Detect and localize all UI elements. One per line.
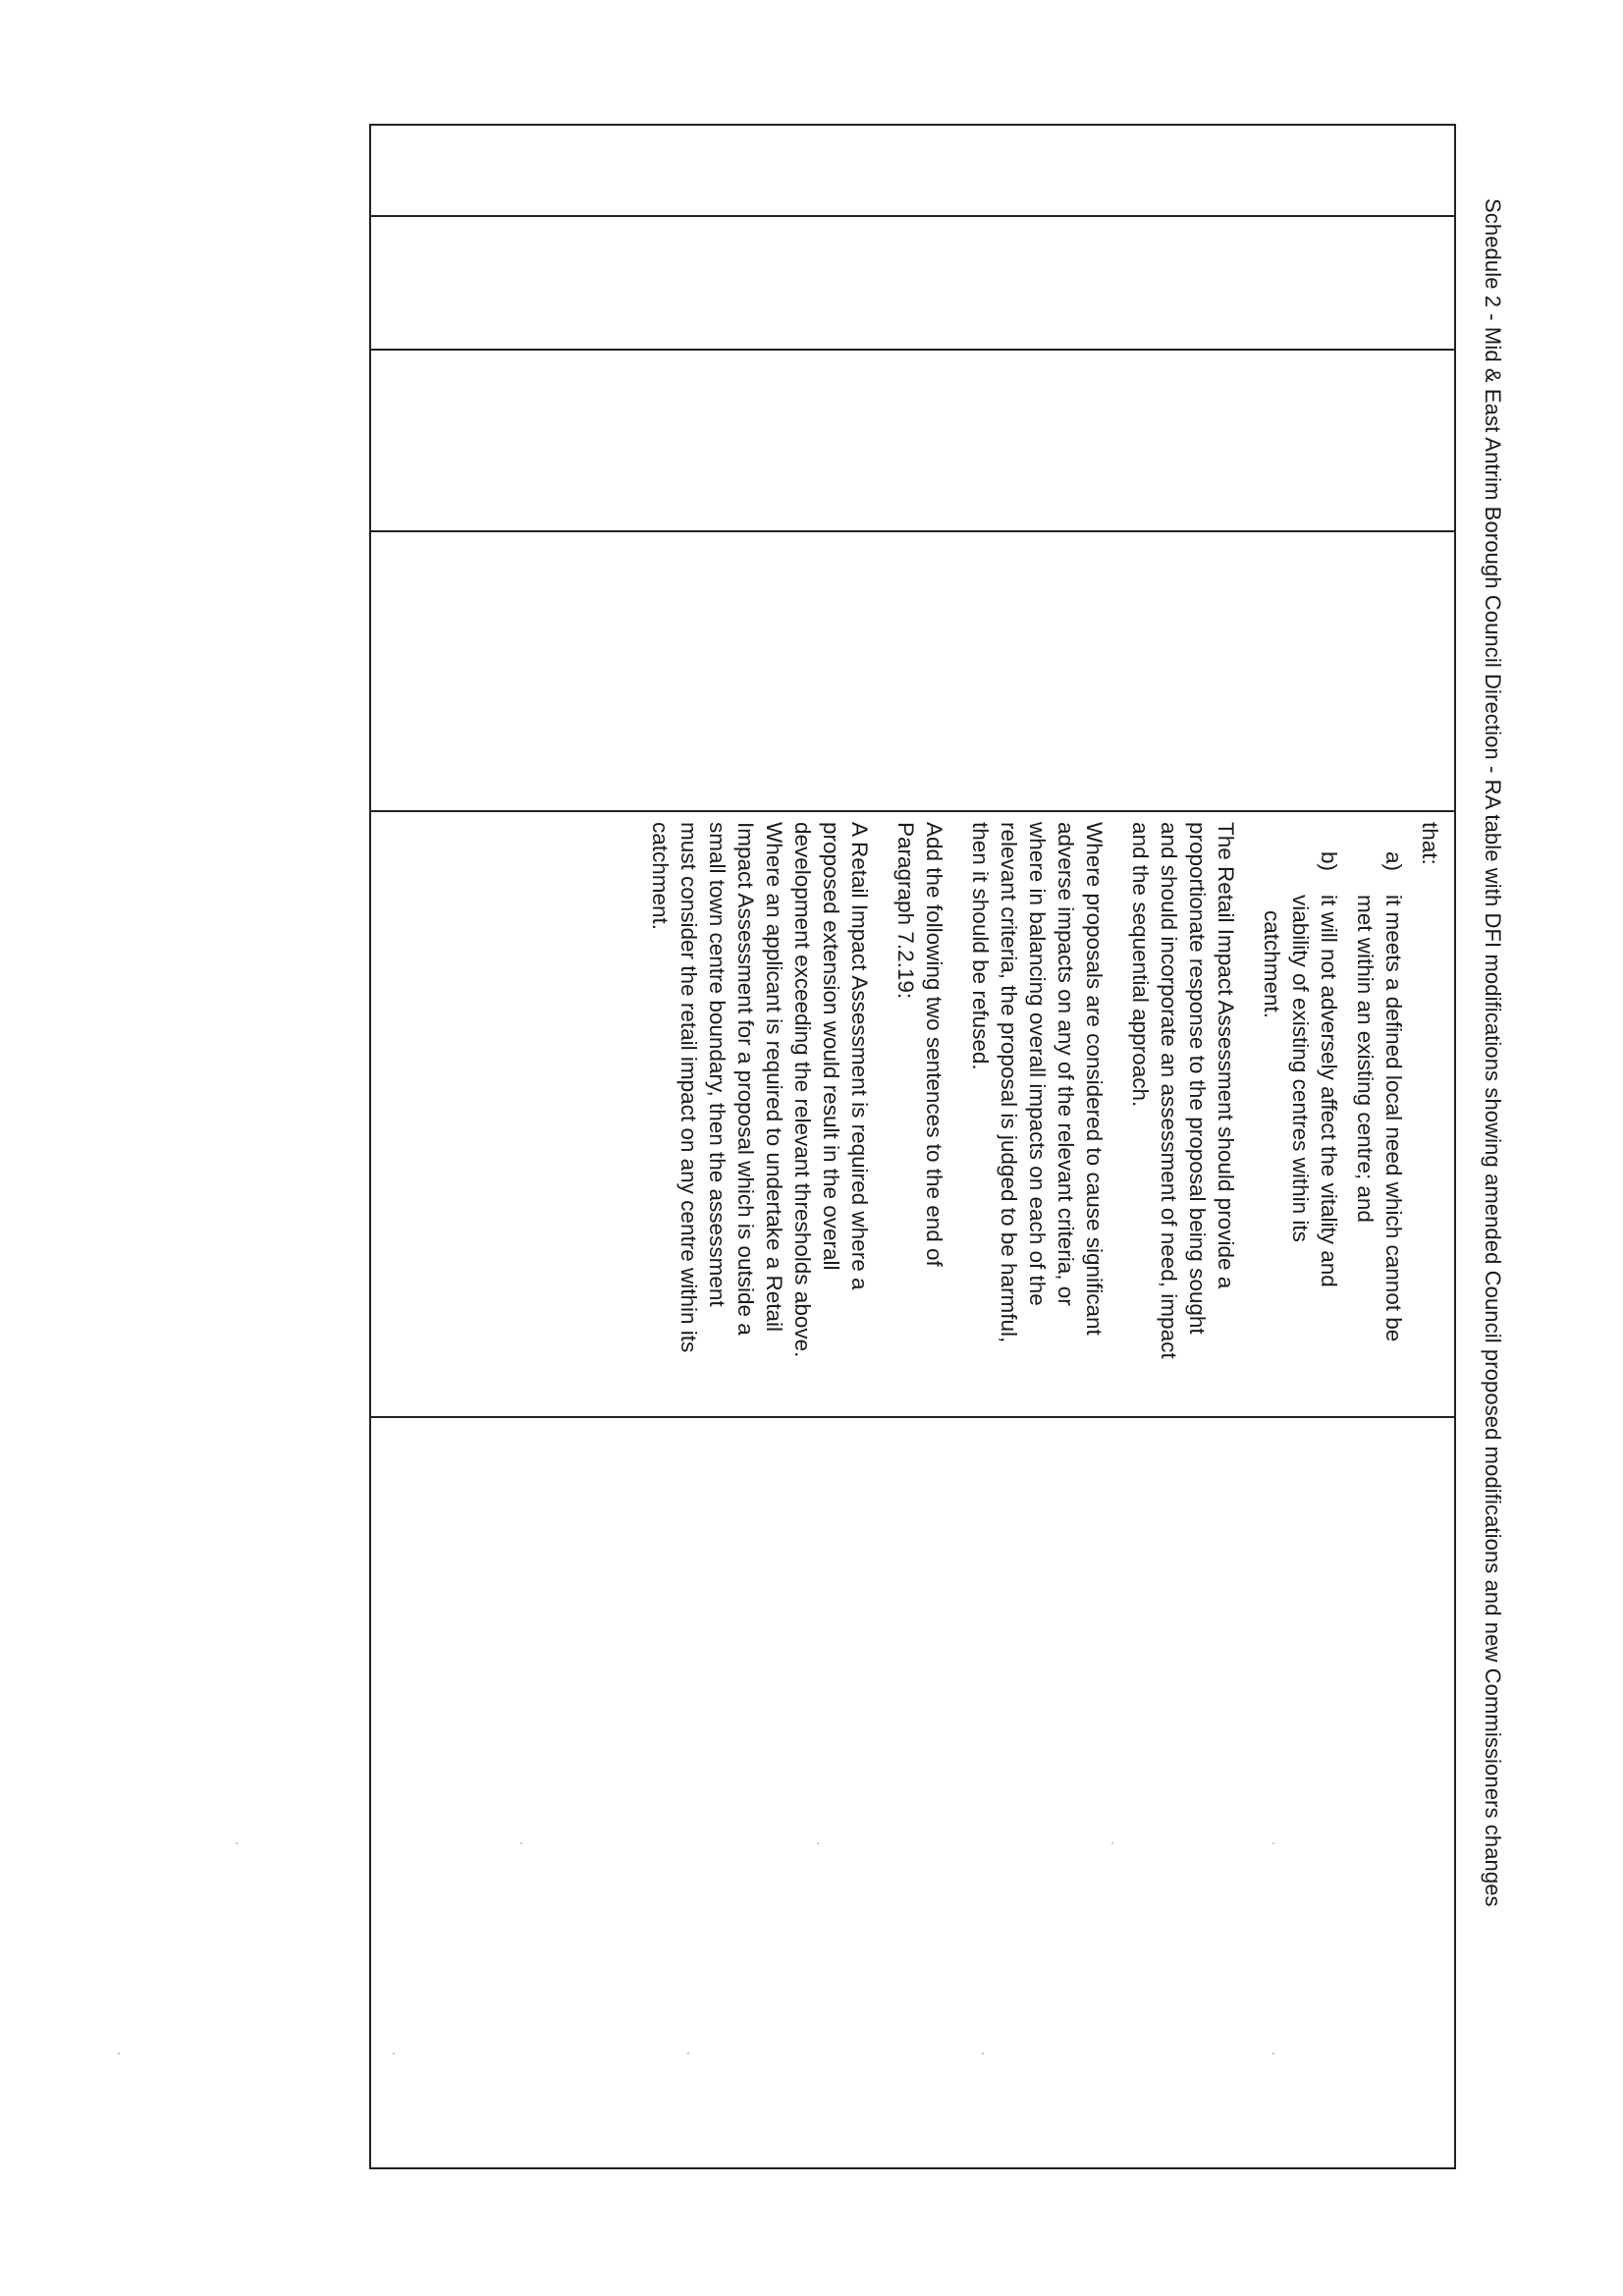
paragraph-line: then it should be refused.: [968, 822, 993, 1070]
scan-speck: [817, 1842, 819, 1844]
scan-speck: [520, 1842, 522, 1844]
scan-speck: [236, 1842, 238, 1844]
paragraph-line: where in balancing overall impacts on each of the: [1025, 822, 1050, 1306]
paragraph-line: Paragraph 7.2.19:: [893, 822, 918, 1000]
paragraph-line: The Retail Impact Assessment should provide a: [1214, 822, 1238, 1289]
paragraph-line: Where an applicant is required to undertake a Retail: [762, 822, 786, 1333]
scan-speck: [1111, 1842, 1113, 1844]
list-item-line: it meets a defined local need which cannot be: [1381, 895, 1406, 1342]
table-cell-empty: [371, 126, 1454, 215]
list-marker: b): [1317, 851, 1341, 872]
paragraph-significant-impacts: [966, 822, 1109, 1410]
paragraph-line: small town centre boundary, then the assessment: [705, 822, 730, 1307]
list-item: [1258, 822, 1343, 1410]
paragraph-line: relevant criteria, the proposal is judged to be harmful,: [997, 822, 1021, 1343]
paragraph-line: A Retail Impact Assessment is required where a: [847, 822, 872, 1290]
scan-speck: [982, 2052, 984, 2054]
scan-speck: [393, 2052, 395, 2054]
table-cell-empty: [371, 351, 1454, 530]
page-header: Schedule 2 - Mid & East Antrim Borough Council Direction - RA table with DFI modifications showing amended Council proposed modifications and new Commissioners changes: [1481, 198, 1505, 1907]
scan-speck: [687, 2052, 689, 2054]
paragraph-line: development exceeding the relevant thresholds above.: [790, 822, 815, 1358]
table-cell-modification-text: [646, 810, 1454, 1416]
paragraph-line: must consider the retail impact on any centre within its: [676, 822, 701, 1353]
paragraph-line: proposed extension would result in the overall: [819, 822, 843, 1271]
list-item-line: catchment.: [1260, 910, 1284, 1019]
table-cell-empty: [371, 532, 1454, 810]
paragraph-retail-impact-assessment: [1126, 822, 1240, 1410]
paragraph-line: catchment.: [648, 822, 673, 931]
intro-text: that:: [1418, 822, 1442, 865]
paragraph-line: and the sequential approach.: [1128, 822, 1153, 1108]
paragraph-line: proportionate response to the proposal being sought: [1185, 822, 1210, 1335]
table-cell-empty: [371, 1418, 1454, 2167]
list-item-line: viability of existing centres within its: [1288, 895, 1313, 1242]
scan-speck: [118, 2052, 120, 2054]
paragraph-line: Add the following two sentences to the end of: [922, 822, 947, 1267]
paragraph-line: Where proposals are considered to cause significant: [1082, 822, 1107, 1336]
list-item: [1351, 822, 1408, 1410]
list-item-line: met within an existing centre; and: [1353, 895, 1378, 1223]
modifications-table: [369, 124, 1456, 2169]
paragraph-line: adverse impacts on any of the relevant criteria, or: [1054, 822, 1078, 1306]
paragraph-line: Impact Assessment for a proposal which is outside a: [733, 822, 758, 1336]
paragraph-add-sentences: [892, 822, 948, 1410]
list-marker: a): [1381, 851, 1406, 872]
table-cell-empty: [371, 217, 1454, 349]
paragraph-line: and should incorporate an assessment of need, impact: [1157, 822, 1181, 1359]
scan-speck: [1272, 1842, 1274, 1844]
scan-speck: [1272, 2052, 1274, 2054]
list-item-line: it will not adversely affect the vitality and: [1317, 895, 1341, 1287]
paragraph-added-text: [646, 822, 874, 1410]
